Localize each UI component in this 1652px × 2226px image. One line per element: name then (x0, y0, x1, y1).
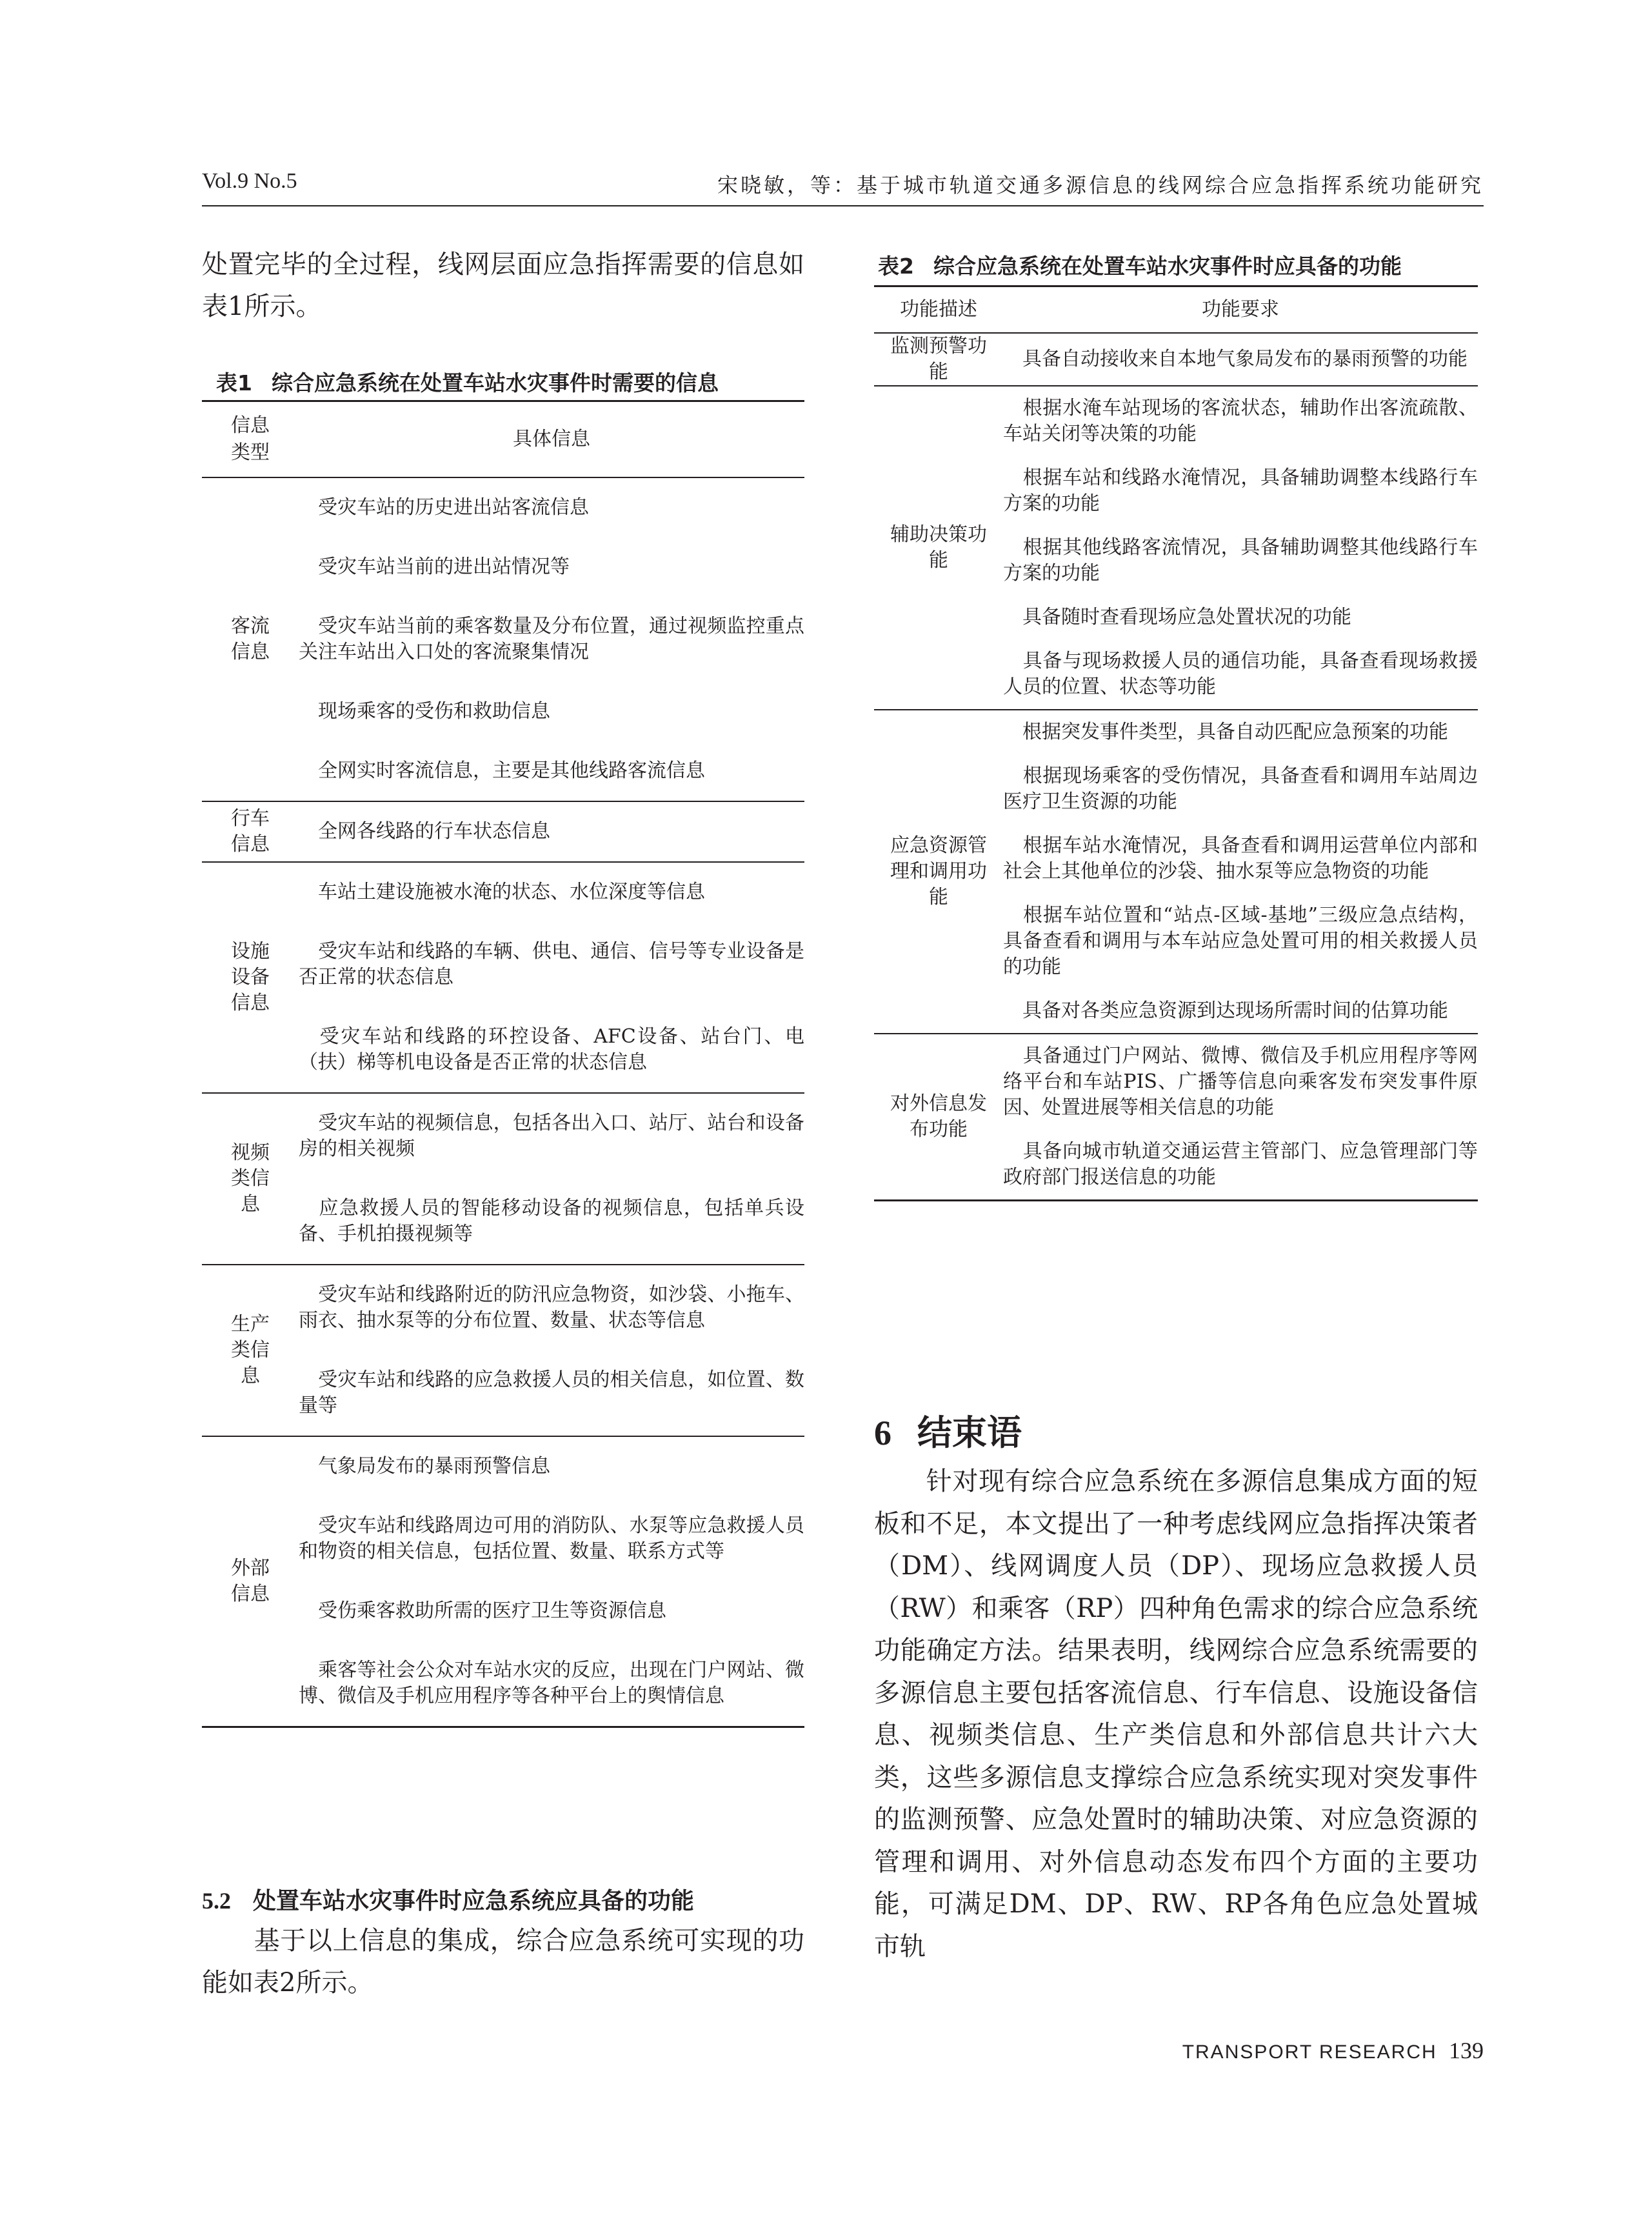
item-cell (1003, 639, 1478, 710)
item-text: 具备通过门户网站、微博、微信及手机应用程序等网络平台和车站PIS、广播等信息向乘客发布突发事件原因、处置进展等相关信息的功能 (1003, 1045, 1478, 1119)
item-cell (1003, 754, 1478, 824)
item-cell (1003, 989, 1478, 1034)
item-cell (299, 1093, 804, 1179)
item-cell (1003, 456, 1478, 526)
item-cell (299, 801, 804, 862)
table2-title: 综合应急系统在处置车站水灾事件时应具备的功能 (933, 254, 1402, 279)
conclusion-paragraph: 针对现有综合应急系统在多源信息集成方面的短板和不足，本文提出了一种考虑线网应急指挥决策者（DM）、线网调度人员（DP）、现场应急救援人员（RW）和乘客（RP）四种角色需求的综合应急系统功能确定方法。结果表明，线网综合应急系统需要的多源信息主要包括客流信息、行车信息、设施设备信息、视频类信息、生产类信息和外部信息共计六大类，这些多源信息支撑综合应急系统实现对突发事件的监测预警、应急处置时的辅助决策、对应急资源的管理和调用、对外信息动态发布四个方面的主要功能，可满足DM、DP、RW、RP各角色应急处置城市轨 (874, 1467, 1478, 1961)
category-label: 对外信息发布功能 (890, 1092, 987, 1141)
category-label: 监测预警功能 (890, 335, 987, 383)
item-text: 现场乘客的受伤和救助信息 (318, 700, 550, 723)
category-cell (202, 477, 299, 801)
table1-body (202, 477, 804, 1727)
category-cell (202, 862, 299, 1093)
item-cell (299, 1179, 804, 1265)
item-text: 受灾车站和线路周边可用的消防队、水泵等应急救援人员和物资的相关信息，包括位置、数量、联系方式等 (299, 1514, 804, 1563)
page-number: 139 (1449, 2038, 1484, 2063)
category-label: 应急资源管理和调用功能 (890, 834, 987, 908)
page-footer (1182, 2037, 1484, 2064)
running-title: 宋晓敏，等：基于城市轨道交通多源信息的线网综合应急指挥系统功能研究 (717, 173, 1484, 197)
item-text: 气象局发布的暴雨预警信息 (318, 1455, 550, 1478)
journal-volume: Vol.9 No.5 (202, 169, 297, 193)
item-cell (1003, 824, 1478, 894)
table2-label: 表2 (878, 254, 914, 279)
item-cell (1003, 1130, 1478, 1201)
category-cell (874, 333, 1003, 386)
category-cell (874, 1034, 1003, 1201)
item-cell (299, 922, 804, 1007)
item-cell (299, 597, 804, 682)
table1-caption (216, 366, 719, 397)
category-label: 视频类信息 (231, 1141, 270, 1216)
item-text: 全网实时客流信息，主要是其他线路客流信息 (318, 759, 705, 782)
item-cell (299, 537, 804, 597)
table1-col-info: 具体信息 (513, 428, 590, 450)
item-cell (1003, 526, 1478, 596)
item-cell (1003, 386, 1478, 456)
table1-title: 综合应急系统在处置车站水灾事件时需要的信息 (271, 370, 719, 396)
item-text: 应急救援人员的智能移动设备的视频信息，包括单兵设备、手机拍摄视频等 (299, 1197, 804, 1245)
table1-label: 表1 (216, 370, 252, 396)
item-text: 根据车站和线路水淹情况，具备辅助调整本线路行车方案的功能 (1003, 466, 1478, 515)
category-label: 行车信息 (231, 807, 270, 856)
item-cell (1003, 596, 1478, 639)
table-row (874, 1034, 1478, 1130)
table-row (874, 710, 1478, 754)
item-cell (299, 1641, 804, 1727)
category-cell (874, 710, 1003, 1034)
item-text: 具备对各类应急资源到达现场所需时间的估算功能 (1022, 999, 1448, 1022)
table-row (874, 386, 1478, 456)
category-label: 客流信息 (231, 615, 270, 663)
item-cell (1003, 710, 1478, 754)
item-text: 根据车站位置和“站点-区域-基地”三级应急点结构，具备查看和调用与本车站应急处置可用的相关救援人员的功能 (1003, 904, 1478, 978)
category-cell (874, 386, 1003, 710)
item-cell (299, 862, 804, 922)
category-label: 外部信息 (231, 1557, 270, 1605)
item-cell (299, 477, 804, 537)
item-text: 具备自动接收来自本地气象局发布的暴雨预警的功能 (1022, 348, 1468, 370)
item-cell (299, 1007, 804, 1093)
item-cell (299, 741, 804, 801)
item-text: 根据车站水淹情况，具备查看和调用运营单位内部和社会上其他单位的沙袋、抽水泵等应急物资的功能 (1003, 834, 1478, 883)
table1 (202, 400, 804, 1728)
table1-col-type: 信息类型 (231, 414, 270, 464)
item-text: 受灾车站的视频信息，包括各出入口、站厅、站台和设备房的相关视频 (299, 1112, 804, 1160)
table2-body (874, 333, 1478, 1201)
item-text: 受灾车站和线路的环控设备、AFC设备、站台门、电（扶）梯等机电设备是否正常的状态信息 (299, 1025, 804, 1074)
category-cell (202, 1265, 299, 1436)
item-text: 受灾车站和线路的车辆、供电、通信、信号等专业设备是否正常的状态信息 (299, 940, 804, 988)
item-cell (299, 682, 804, 741)
item-text: 具备向城市轨道交通运营主管部门、应急管理部门等政府部门报送信息的功能 (1003, 1140, 1478, 1188)
item-text: 乘客等社会公众对车站水灾的反应，出现在门户网站、微博、微信及手机应用程序等各种平台上的舆情信息 (299, 1659, 804, 1707)
item-text: 受灾车站和线路附近的防汛应急物资，如沙袋、小拖车、雨衣、抽水泵等的分布位置、数量、状态等信息 (299, 1283, 804, 1332)
item-text: 车站土建设施被水淹的状态、水位深度等信息 (318, 881, 705, 903)
table-row (202, 1093, 804, 1179)
item-text: 受灾车站和线路的应急救援人员的相关信息，如位置、数量等 (299, 1369, 804, 1417)
table-row (874, 333, 1478, 386)
header-rule (202, 205, 1484, 206)
category-label: 辅助决策功能 (890, 523, 987, 572)
category-cell (202, 1436, 299, 1727)
item-text: 受伤乘客救助所需的医疗卫生等资源信息 (318, 1599, 666, 1622)
item-text: 受灾车站当前的乘客数量及分布位置，通过视频监控重点关注车站出入口处的客流聚集情况 (299, 615, 804, 663)
table-row (202, 1265, 804, 1350)
item-text: 具备与现场救援人员的通信功能，具备查看现场救援人员的位置、状态等功能 (1003, 650, 1478, 698)
table2-col-desc: 功能描述 (900, 298, 977, 321)
table-row (202, 1436, 804, 1496)
table-row (202, 801, 804, 862)
category-cell (202, 801, 299, 862)
item-cell (299, 1436, 804, 1496)
item-cell (299, 1581, 804, 1641)
item-text: 全网各线路的行车状态信息 (318, 820, 550, 843)
table2-caption (878, 250, 1402, 280)
category-label: 设施设备信息 (231, 940, 270, 1014)
item-cell (299, 1350, 804, 1436)
item-cell (299, 1496, 804, 1581)
item-cell (1003, 894, 1478, 989)
item-text: 受灾车站的历史进出站客流信息 (318, 496, 589, 519)
item-text: 根据突发事件类型，具备自动匹配应急预案的功能 (1022, 721, 1448, 743)
item-text: 具备随时查看现场应急处置状况的功能 (1022, 606, 1351, 628)
category-label: 生产类信息 (231, 1313, 270, 1387)
item-cell (1003, 333, 1478, 386)
section-5-2-heading: 5.2 处置车站水灾事件时应急系统应具备的功能 (202, 1888, 695, 1914)
section-6-heading: 6 结束语 (874, 1412, 1022, 1453)
category-cell (202, 1093, 299, 1265)
item-text: 根据水淹车站现场的客流状态，辅助作出客流疏散、车站关闭等决策的功能 (1003, 397, 1478, 445)
table-row (202, 477, 804, 537)
item-cell (299, 1265, 804, 1350)
item-text: 根据其他线路客流情况，具备辅助调整其他线路行车方案的功能 (1003, 536, 1478, 585)
section-5-2-paragraph: 基于以上信息的集成，综合应急系统可实现的功能如表2所示。 (202, 1926, 804, 1998)
item-text: 根据现场乘客的受伤情况，具备查看和调用车站周边医疗卫生资源的功能 (1003, 765, 1478, 813)
journal-name: TRANSPORT RESEARCH (1182, 2041, 1437, 2063)
item-cell (1003, 1034, 1478, 1130)
intro-paragraph: 处置完毕的全过程，线网层面应急指挥需要的信息如表1所示。 (202, 250, 804, 321)
table2 (874, 285, 1478, 1201)
table2-col-req: 功能要求 (1202, 298, 1279, 321)
item-text: 受灾车站当前的进出站情况等 (318, 556, 570, 578)
table-row (202, 862, 804, 922)
